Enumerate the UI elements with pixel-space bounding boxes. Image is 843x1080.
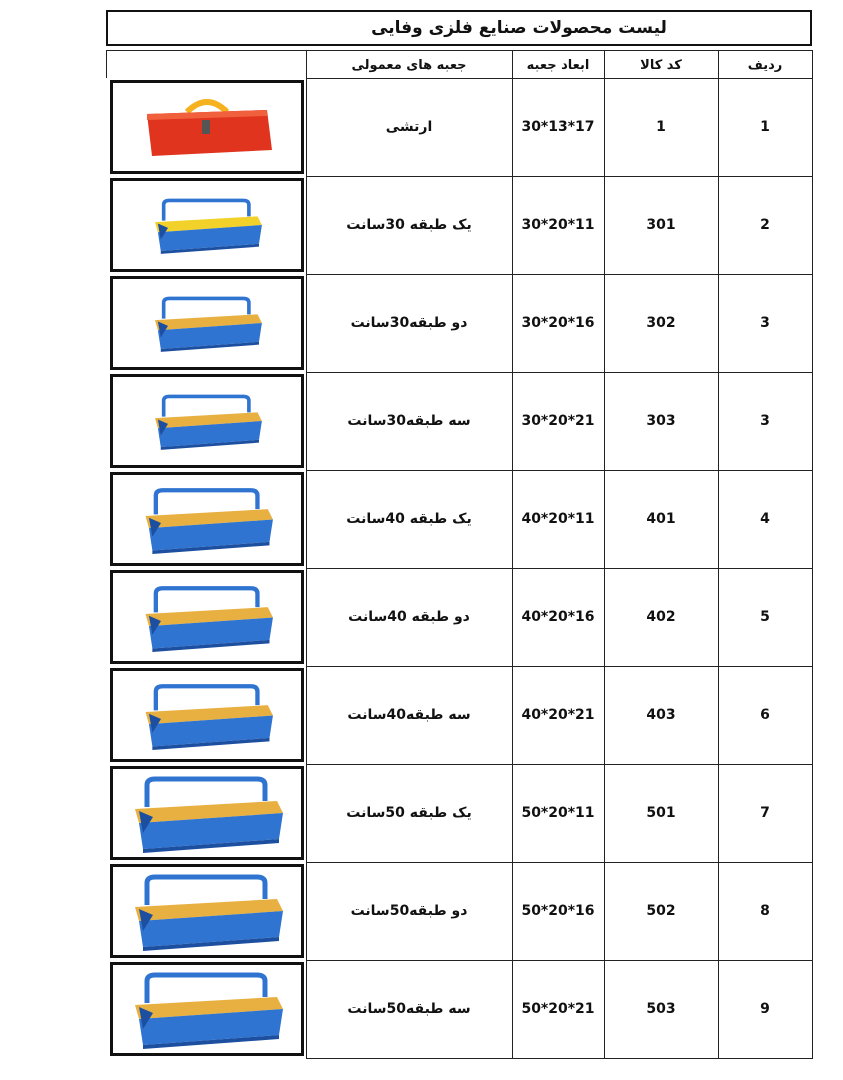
- product-code: 302: [646, 315, 676, 331]
- page-title: لیست محصولات صنایع فلزی وفایی: [371, 18, 667, 38]
- blue-toolbox-icon: [117, 969, 297, 1049]
- product-name: سه طبقه50سانت: [347, 1001, 471, 1017]
- blue-toolbox-icon: [130, 681, 285, 750]
- box-dimensions: 30*20*16: [521, 315, 595, 331]
- product-name: ارتشی: [385, 119, 433, 135]
- header-name: جعبه های معمولی: [351, 57, 467, 73]
- box-dimensions: 40*20*16: [521, 609, 595, 625]
- grid-line-horizontal: [306, 1058, 813, 1059]
- product-name: دو طبقه30سانت: [350, 315, 468, 331]
- blue-toolbox-icon: [142, 294, 272, 352]
- blue-toolbox-icon: [142, 392, 272, 450]
- box-dimensions: 40*20*21: [521, 707, 595, 723]
- product-code: 402: [646, 609, 676, 625]
- product-code: 303: [646, 413, 676, 429]
- product-image: [110, 766, 304, 860]
- grid-line-vertical: [812, 50, 813, 1058]
- product-code: 503: [646, 1001, 676, 1017]
- row-number: 1: [760, 119, 770, 135]
- box-dimensions: 30*20*11: [521, 217, 595, 233]
- row-number: 7: [760, 805, 770, 821]
- product-name: دو طبقه50سانت: [350, 903, 468, 919]
- product-name: یک طبقه 40سانت: [346, 511, 472, 527]
- product-code: 301: [646, 217, 676, 233]
- table-title-box: [106, 10, 812, 46]
- product-code: 502: [646, 903, 676, 919]
- row-number: 2: [760, 217, 770, 233]
- row-number: 9: [760, 1001, 770, 1017]
- product-code: 501: [646, 805, 676, 821]
- header-code: کد کالا: [640, 57, 682, 73]
- product-image: [110, 472, 304, 566]
- product-image: [110, 276, 304, 370]
- product-name: یک طبقه 50سانت: [346, 805, 472, 821]
- grid-line-vertical: [106, 50, 107, 78]
- product-image: [110, 864, 304, 958]
- product-code: 403: [646, 707, 676, 723]
- row-number: 6: [760, 707, 770, 723]
- header-row-no: ردیف: [747, 57, 783, 73]
- product-image: [110, 570, 304, 664]
- product-image: [110, 178, 304, 272]
- row-number: 4: [760, 511, 770, 527]
- blue-toolbox-icon: [117, 773, 297, 853]
- product-code: 1: [656, 119, 666, 135]
- row-number: 3: [760, 413, 770, 429]
- blue-toolbox-icon: [142, 196, 272, 254]
- box-dimensions: 30*20*21: [521, 413, 595, 429]
- product-image: [110, 80, 304, 174]
- box-dimensions: 50*20*16: [521, 903, 595, 919]
- red-toolbox-icon: [132, 92, 282, 162]
- blue-toolbox-icon: [130, 485, 285, 554]
- product-code: 401: [646, 511, 676, 527]
- row-number: 5: [760, 609, 770, 625]
- box-dimensions: 50*20*11: [521, 805, 595, 821]
- product-image: [110, 668, 304, 762]
- row-number: 3: [760, 315, 770, 331]
- blue-toolbox-icon: [130, 583, 285, 652]
- product-name: سه طبقه30سانت: [347, 413, 471, 429]
- product-name: سه طبقه40سانت: [347, 707, 471, 723]
- box-dimensions: 30*13*17: [521, 119, 595, 135]
- product-name: یک طبقه 30سانت: [346, 217, 472, 233]
- product-name: دو طبقه 40سانت: [348, 609, 470, 625]
- product-image: [110, 962, 304, 1056]
- box-dimensions: 50*20*21: [521, 1001, 595, 1017]
- product-image: [110, 374, 304, 468]
- blue-toolbox-icon: [117, 871, 297, 951]
- box-dimensions: 40*20*11: [521, 511, 595, 527]
- row-number: 8: [760, 903, 770, 919]
- header-dimensions: ابعاد جعبه: [526, 57, 590, 73]
- grid-line-horizontal: [106, 50, 813, 51]
